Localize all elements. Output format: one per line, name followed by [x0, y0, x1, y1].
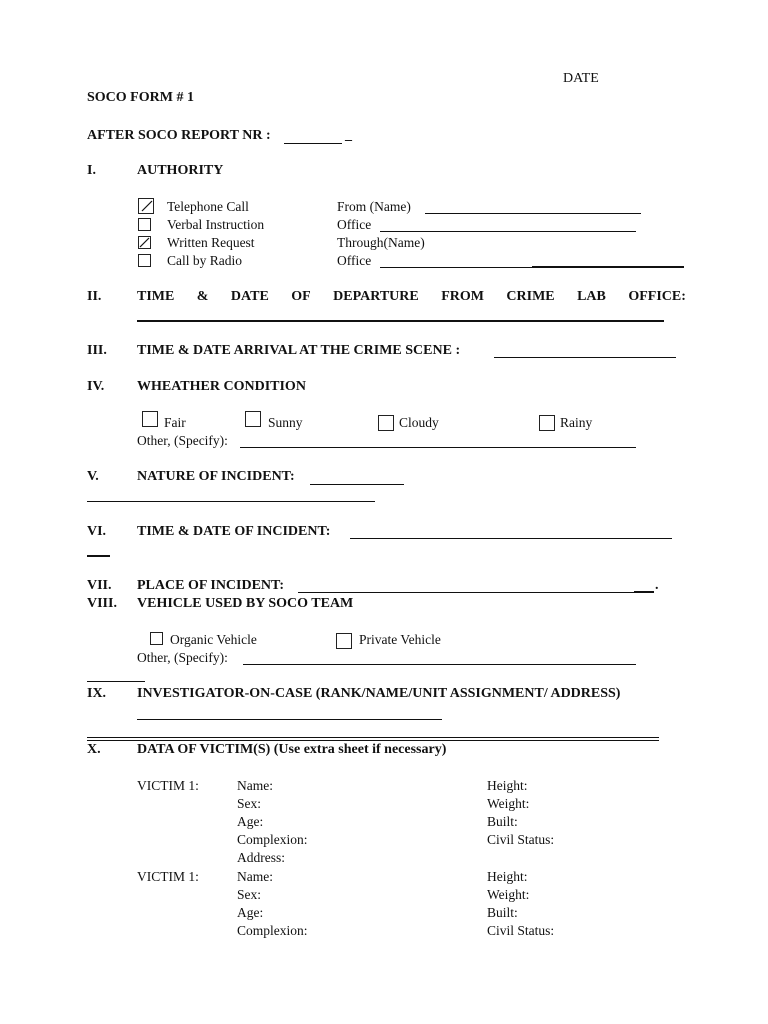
organic-vehicle-checkbox[interactable]: [150, 632, 163, 645]
departure-field[interactable]: [137, 320, 664, 322]
check-mark-icon: [139, 237, 150, 248]
place-suffix: .: [655, 578, 659, 593]
weather-other-label: Other, (Specify):: [137, 433, 228, 448]
departure-title-word: LAB: [577, 289, 606, 304]
victim-address-label: Address:: [237, 850, 285, 865]
departure-title-word: DEPARTURE: [333, 289, 419, 304]
weather-option-label: Cloudy: [399, 415, 439, 430]
section-number-weather: IV.: [87, 379, 105, 394]
victim-civil-status-label: Civil Status:: [487, 832, 555, 847]
section-number-incident-time: VI.: [87, 524, 107, 539]
call-by-radio-checkbox[interactable]: [138, 254, 151, 267]
section-number-investigator: IX.: [87, 686, 107, 701]
weather-option-label: Rainy: [560, 415, 593, 430]
section-number-victims: X.: [87, 742, 101, 757]
weather-title: WHEATHER CONDITION: [137, 379, 306, 394]
vehicle-option-label: Private Vehicle: [359, 632, 441, 647]
section-number-departure: II.: [87, 289, 102, 304]
section-number-nature: V.: [87, 469, 99, 484]
victim-label: VICTIM 1:: [137, 778, 199, 793]
departure-title-word: &: [196, 289, 209, 304]
authority-title: AUTHORITY: [137, 163, 224, 178]
departure-title-word: TIME: [137, 289, 175, 304]
private-vehicle-checkbox[interactable]: [336, 633, 352, 649]
departure-title-word: OFFICE:: [628, 289, 686, 304]
nature-field-continued[interactable]: [87, 501, 375, 502]
victim-built-label: Built:: [487, 814, 518, 829]
sunny-checkbox[interactable]: [245, 411, 261, 427]
victim-sex-label: Sex:: [237, 887, 262, 902]
nature-field[interactable]: [310, 484, 404, 485]
vehicle-other-field[interactable]: [243, 664, 636, 665]
date-label: DATE: [563, 71, 599, 86]
vehicle-other-label: Other, (Specify):: [137, 650, 228, 665]
victim-height-label: Height:: [487, 869, 528, 884]
incident-time-field-continued[interactable]: [87, 555, 110, 557]
office-label: Office: [337, 217, 372, 232]
incident-time-field[interactable]: [350, 538, 672, 539]
from-name-label: From (Name): [337, 199, 411, 214]
section-number-place: VII.: [87, 578, 112, 593]
rainy-checkbox[interactable]: [539, 415, 555, 431]
investigator-field[interactable]: [137, 719, 442, 720]
from-name-field[interactable]: [425, 213, 641, 214]
investigator-field-continued[interactable]: [87, 737, 659, 738]
departure-title-word: OF: [291, 289, 311, 304]
victim-label: VICTIM 1:: [137, 869, 199, 884]
authority-option-label: Call by Radio: [167, 253, 242, 268]
victim-age-label: Age:: [237, 905, 264, 920]
authority-option-label: Written Request: [167, 235, 255, 250]
vehicle-option-label: Organic Vehicle: [170, 632, 257, 647]
weather-other-field[interactable]: [240, 447, 636, 448]
office-field-2-extension: [532, 266, 684, 268]
victim-weight-label: Weight:: [487, 796, 530, 811]
arrival-field[interactable]: [494, 357, 676, 358]
weather-option-label: Sunny: [268, 415, 303, 430]
victim-name-label: Name:: [237, 778, 273, 793]
verbal-instruction-checkbox[interactable]: [138, 218, 151, 231]
vehicle-title: VEHICLE USED BY SOCO TEAM: [137, 596, 354, 611]
victim-civil-status-label: Civil Status:: [487, 923, 555, 938]
report-number-line[interactable]: [284, 143, 342, 144]
authority-option-label: Verbal Instruction: [167, 217, 265, 232]
victim-age-label: Age:: [237, 814, 264, 829]
telephone-call-checkbox[interactable]: [138, 198, 154, 214]
victim-built-label: Built:: [487, 905, 518, 920]
authority-option-label: Telephone Call: [167, 199, 249, 214]
place-field-end: [634, 591, 654, 593]
vehicle-field-continued[interactable]: [87, 681, 145, 682]
form-title: SOCO FORM # 1: [87, 90, 194, 105]
section-number-arrival: III.: [87, 343, 107, 358]
place-title: PLACE OF INCIDENT:: [137, 578, 285, 593]
departure-title: [137, 289, 686, 305]
victim-weight-label: Weight:: [487, 887, 530, 902]
nature-title: NATURE OF INCIDENT:: [137, 469, 295, 484]
place-field[interactable]: [298, 592, 634, 593]
fair-checkbox[interactable]: [142, 411, 158, 427]
office-field[interactable]: [380, 231, 636, 232]
weather-option-label: Fair: [164, 415, 186, 430]
victim-sex-label: Sex:: [237, 796, 262, 811]
written-request-checkbox[interactable]: [138, 236, 151, 249]
section-number-vehicle: VIII.: [87, 596, 117, 611]
departure-title-word: FROM: [441, 289, 484, 304]
report-number-suffix: _: [345, 128, 352, 143]
arrival-title: TIME & DATE ARRIVAL AT THE CRIME SCENE :: [137, 343, 461, 358]
office-field-2[interactable]: [380, 267, 532, 268]
check-mark-icon: [139, 199, 153, 213]
victim-height-label: Height:: [487, 778, 528, 793]
office-label-2: Office: [337, 253, 372, 268]
incident-time-title: TIME & DATE OF INCIDENT:: [137, 524, 331, 539]
victim-name-label: Name:: [237, 869, 273, 884]
investigator-title: INVESTIGATOR-ON-CASE (RANK/NAME/UNIT ASSIGNMENT/ ADDRESS): [137, 686, 621, 701]
through-name-label: Through(Name): [337, 235, 425, 250]
departure-title-word: DATE: [230, 289, 269, 304]
section-number-authority: I.: [87, 163, 96, 178]
section-divider: [87, 740, 659, 741]
departure-title-word: CRIME: [506, 289, 555, 304]
victim-complexion-label: Complexion:: [237, 923, 308, 938]
report-number-label: AFTER SOCO REPORT NR :: [87, 128, 271, 143]
cloudy-checkbox[interactable]: [378, 415, 394, 431]
victim-complexion-label: Complexion:: [237, 832, 308, 847]
victims-title: DATA OF VICTIM(S) (Use extra sheet if necessary): [137, 742, 447, 757]
